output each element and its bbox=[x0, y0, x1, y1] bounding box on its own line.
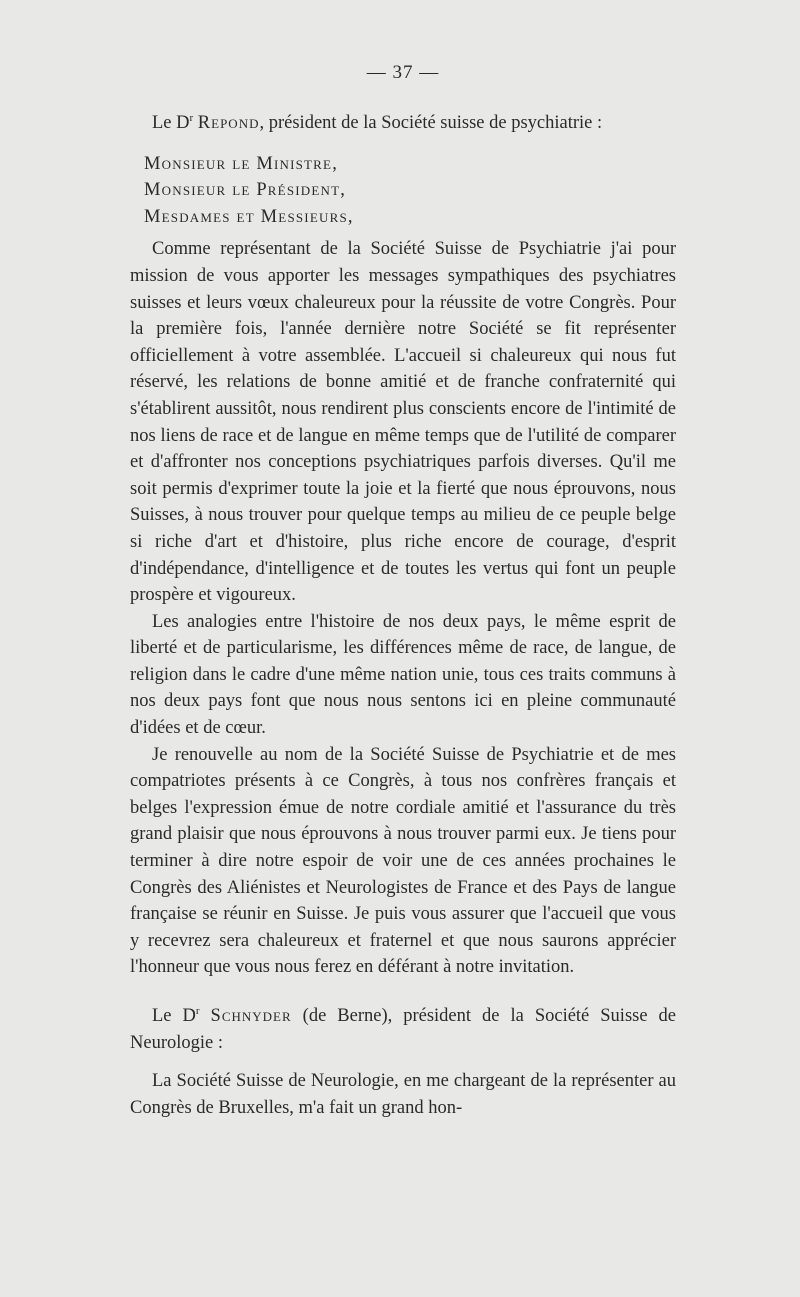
salutation-line: Monsieur le Ministre, bbox=[144, 153, 339, 174]
body-paragraph: La Société Suisse de Neurologie, en me chargeant de la représenter au Congrès de Bruxelles, m'a fait un grand hon- bbox=[130, 1071, 676, 1118]
intro-suffix: (de Berne), président de la Société Suisse de Neurologie : bbox=[130, 1006, 677, 1053]
body-paragraph: Les analogies entre l'histoire de nos deux pays, le même esprit de liberté et de particularisme, les différences même de race, de langue, de religion dans le cadre d'une même nation unie, tous ces traits communs à nos deux pays font que nous nous sentons ici en pleine communauté d'idées et de cœur. bbox=[130, 611, 676, 739]
speaker-intro-schnyder bbox=[130, 1003, 676, 1056]
intro-prefix: Le D bbox=[152, 113, 190, 133]
salutation-block bbox=[144, 151, 676, 231]
intro-superscript: r bbox=[189, 111, 194, 124]
page-number: — 37 — bbox=[366, 62, 440, 83]
intro-superscript: r bbox=[195, 1004, 200, 1017]
section-spacer bbox=[130, 981, 676, 1003]
speaker-name-repond: Repond bbox=[197, 113, 260, 133]
intro-prefix: Le D bbox=[152, 1006, 196, 1026]
salutation-line: Monsieur le Président, bbox=[144, 180, 347, 201]
salutation-line: Mesdames et Messieurs, bbox=[144, 206, 354, 227]
section-spacer bbox=[130, 1056, 676, 1068]
speaker-intro-repond bbox=[130, 110, 676, 137]
speaker-name-schnyder: Schnyder bbox=[210, 1006, 292, 1026]
body-paragraph: Comme représentant de la Société Suisse de Psychiatrie j'ai pour mission de vous apporter les messages sympathiques des psychiatres suisses et leurs vœux chaleureux pour la réussite de votre Congrès. Pour la première fois, l'année dernière notre Société se fit représenter officiellement à votre assemblée. L'accueil si chaleureux qui nous fut réservé, les relations de bonne amitié et de franche confraternité qui s'établirent aussitôt, nous rendirent plus conscients encore de l'intimité de nos liens de race et de langue en même temps que de l'utilité de comparer et d'affronter nos conceptions psychiatriques parfois diverses. Qu'il me soit permis d'exprimer toute la joie et la fierté que nous éprouvons, nous Suisses, à nous trouver pour quelque temps au milieu de ce peuple belge si riche d'art et d'histoire, plus riche encore de courage, d'esprit d'indépendance, d'intelligence et de toutes les vertus qui font un peuple prospère et vigoureux. bbox=[130, 239, 676, 606]
intro-suffix: , président de la Société suisse de psychiatrie : bbox=[259, 113, 603, 133]
body-paragraph: Je renouvelle au nom de la Société Suisse de Psychiatrie et de mes compatriotes présents à ce Congrès, à tous nos confrères français et belges l'expression émue de notre cordiale amitié et l'assurance du très grand plaisir que nous éprouvons à nous trouver parmi eux. Je tiens pour terminer à dire notre espoir de voir une de ces années prochaines le Congrès des Aliénistes et Neurologistes de France et des Pays de langue française se réunir en Suisse. Je puis vous assurer que l'accueil que vous y recevrez sera chaleureux et fraternel et que nous saurons apprécier l'honneur que vous nous ferez en déférant à notre invitation. bbox=[130, 744, 676, 978]
